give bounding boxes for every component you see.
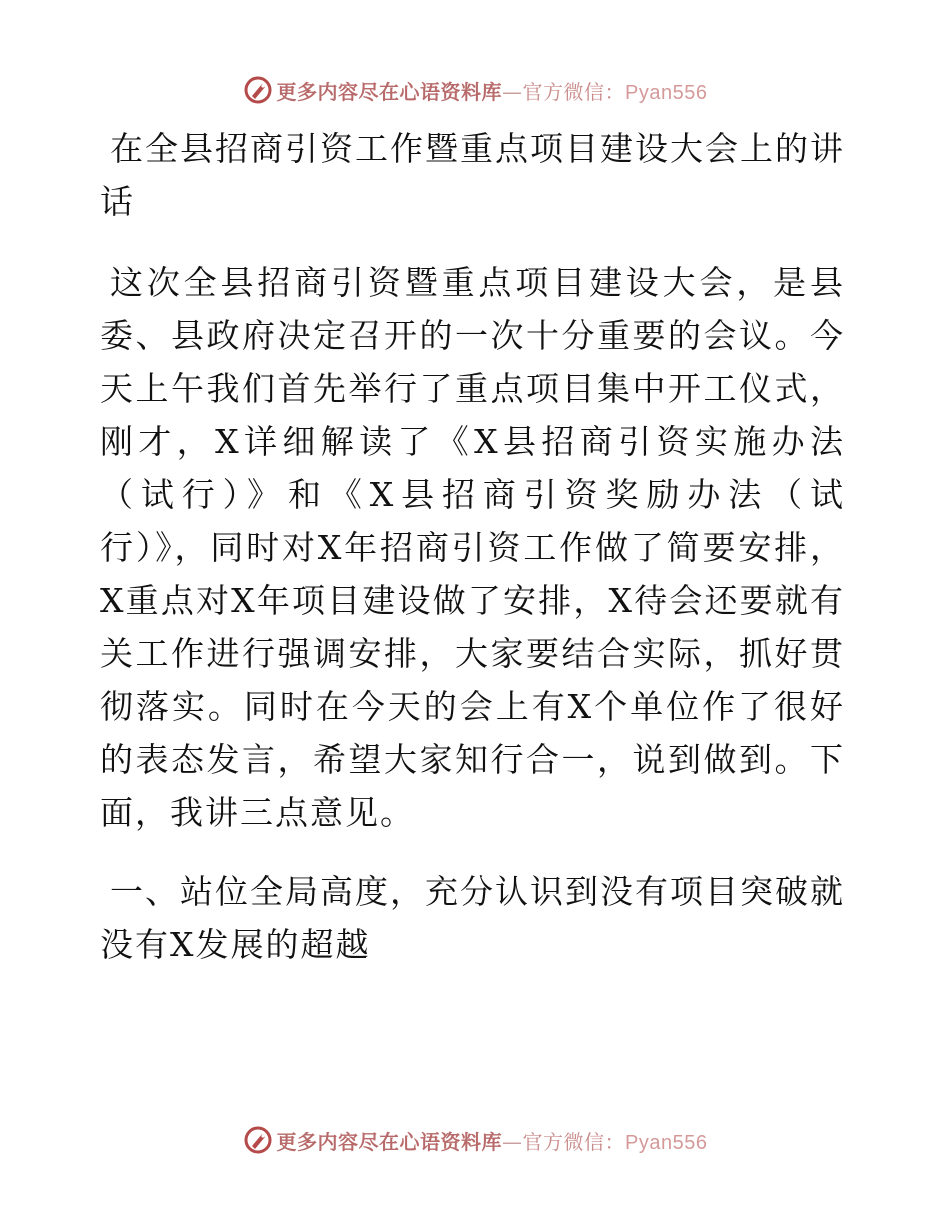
paragraph-intro: 这次全县招商引资暨重点项目建设大会，是县委、县政府决定召开的一次十分重要的会议。今天上午我们首先举行了重点项目集中开工仪式，刚才，X详细解读了《X县招商引资实施办法（试行）》和《X县招商引资奖励办法（试行）》，同时对X年招商引资工作做了简要安排，X重点对X年项目建设做了安排，X待会还要就有关工作进行强调安排，大家要结合实际，抓好贯彻落实。同时在今天的会上有X个单位作了很好的表态发言，希望大家知行合一，说到做到。下面，我讲三点意见。 — [100, 263, 845, 832]
document-body — [100, 122, 845, 971]
watermark-dash: — — [502, 1129, 523, 1154]
watermark-wechat-id: Pyan556 — [625, 1131, 708, 1154]
pen-nib-logo-icon — [243, 1125, 273, 1155]
watermark-site-text: 更多内容尽在心语资料库 — [276, 1129, 503, 1154]
watermark-wechat-id: Pyan556 — [625, 81, 708, 104]
pen-nib-logo-icon — [243, 75, 273, 105]
watermark-header — [0, 70, 950, 110]
document-title: 在全县招商引资工作暨重点项目建设大会上的讲话 — [100, 129, 845, 221]
watermark-dash: — — [502, 79, 523, 104]
watermark-wechat-label: 官方微信： — [522, 79, 626, 104]
watermark-footer — [0, 1120, 950, 1160]
watermark-text — [277, 76, 708, 105]
watermark-site-text: 更多内容尽在心语资料库 — [276, 79, 503, 104]
watermark-text — [277, 1126, 708, 1155]
section-heading: 一、站位全局高度，充分认识到没有项目突破就没有X发展的超越 — [100, 872, 845, 964]
watermark-wechat-label: 官方微信： — [522, 1129, 626, 1154]
